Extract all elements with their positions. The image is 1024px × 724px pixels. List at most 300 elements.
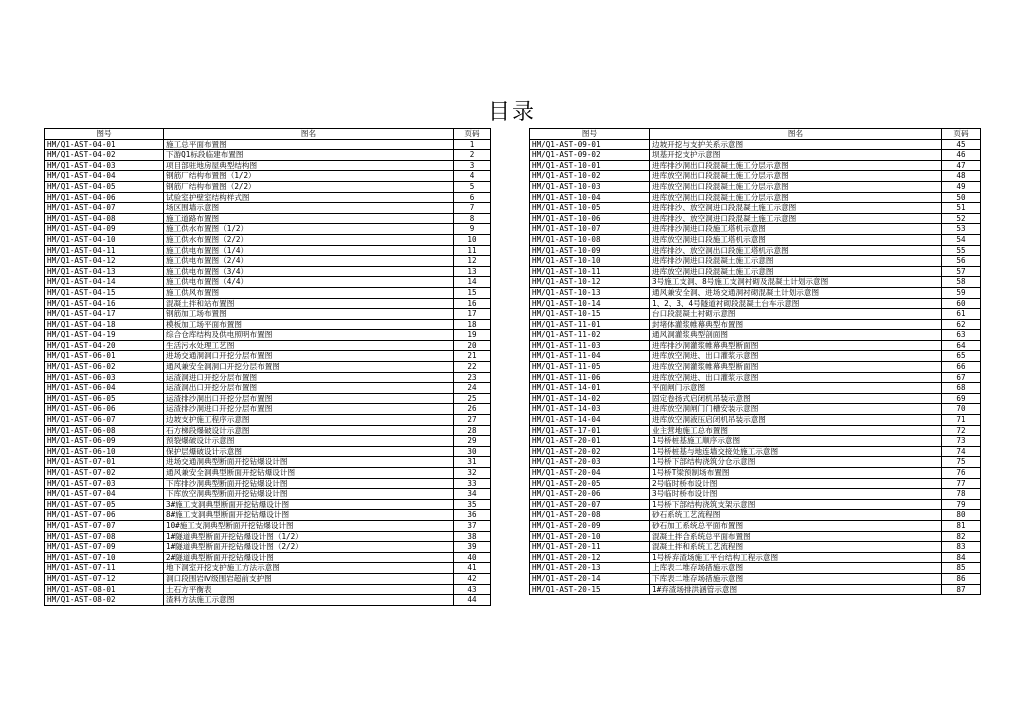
drawing-name-cell: 模板加工场平面布置图 <box>164 319 454 330</box>
page-number-cell: 5 <box>454 181 491 192</box>
drawing-number-cell: HM/Q1-AST-11-06 <box>530 372 650 383</box>
drawing-name-cell: 业主营地施工总布置图 <box>650 425 942 436</box>
drawing-name-cell: 施工供风布置图 <box>164 287 454 298</box>
page-number-cell: 23 <box>454 372 491 383</box>
drawing-name-cell: 1号桥下部结构浇筑分仓示意图 <box>650 457 942 468</box>
page-number-cell: 2 <box>454 150 491 161</box>
drawing-number-cell: HM/Q1-AST-20-14 <box>530 573 650 584</box>
page-number-cell: 44 <box>454 595 491 606</box>
drawing-number-cell: HM/Q1-AST-04-01 <box>45 139 164 150</box>
drawing-number-cell: HM/Q1-AST-20-04 <box>530 468 650 479</box>
drawing-name-cell: 进库放空洞进、出口灌浆示意图 <box>650 351 942 362</box>
index-table-left <box>44 128 491 606</box>
drawing-name-cell: 施工供水布置图（1/2） <box>164 224 454 235</box>
page-number-cell: 78 <box>942 489 981 500</box>
drawing-name-cell: 1号桥T梁预制场布置图 <box>650 468 942 479</box>
page-number-cell: 24 <box>454 383 491 394</box>
table-row <box>530 573 981 584</box>
drawing-number-cell: HM/Q1-AST-10-03 <box>530 181 650 192</box>
drawing-name-cell: 1#隧道典型断面开挖钻爆设计图（1/2） <box>164 531 454 542</box>
drawing-name-cell: 施工道路布置图 <box>164 213 454 224</box>
page-number-cell: 6 <box>454 192 491 203</box>
page-number-cell: 71 <box>942 415 981 426</box>
drawing-name-cell: 进库放空洞出口段混凝土施工分层示意图 <box>650 171 942 182</box>
table-row <box>45 181 491 192</box>
drawing-name-cell: 进库排沙、放空洞进口段混凝土施工示意图 <box>650 213 942 224</box>
page-number-cell: 73 <box>942 436 981 447</box>
table-row <box>530 383 981 394</box>
drawing-number-cell: HM/Q1-AST-10-04 <box>530 192 650 203</box>
table-row <box>45 319 491 330</box>
table-row <box>530 457 981 468</box>
page-number-cell: 57 <box>942 266 981 277</box>
drawing-number-cell: HM/Q1-AST-14-04 <box>530 415 650 426</box>
drawing-name-cell: 进库放空洞进、出口灌浆示意图 <box>650 372 942 383</box>
page-number-cell: 16 <box>454 298 491 309</box>
page-number-cell: 51 <box>942 203 981 214</box>
drawing-name-cell: 通风兼安全洞洞口开挖分层布置图 <box>164 362 454 373</box>
page-number-cell: 58 <box>942 277 981 288</box>
drawing-name-cell: 下库放空洞典型断面开挖钻爆设计图 <box>164 489 454 500</box>
page-number-cell: 12 <box>454 256 491 267</box>
table-row <box>530 531 981 542</box>
header-page-number: 页码 <box>454 129 491 140</box>
table-row <box>530 277 981 288</box>
table-row <box>530 309 981 320</box>
table-row <box>45 372 491 383</box>
drawing-name-cell: 进场交通洞洞口开挖分层布置图 <box>164 351 454 362</box>
table-row <box>530 499 981 510</box>
table-row <box>45 351 491 362</box>
drawing-name-cell: 土石方平衡表 <box>164 584 454 595</box>
page-number-cell: 85 <box>942 563 981 574</box>
table-row <box>45 520 491 531</box>
page-number-cell: 70 <box>942 404 981 415</box>
table-row <box>530 224 981 235</box>
drawing-name-cell: 台口段混凝土衬砌示意图 <box>650 309 942 320</box>
table-row <box>530 468 981 479</box>
table-row <box>530 171 981 182</box>
drawing-number-cell: HM/Q1-AST-10-08 <box>530 234 650 245</box>
table-row <box>530 478 981 489</box>
table-row <box>530 340 981 351</box>
page-number-cell: 7 <box>454 203 491 214</box>
drawing-number-cell: HM/Q1-AST-06-06 <box>45 404 164 415</box>
drawing-name-cell: 1#隧道典型断面开挖钻爆设计图（2/2） <box>164 542 454 553</box>
table-row <box>530 542 981 553</box>
drawing-name-cell: 运渣洞进口开挖分层布置图 <box>164 372 454 383</box>
drawing-name-cell: 1号桥下部结构浇筑支架示意图 <box>650 499 942 510</box>
table-row <box>530 372 981 383</box>
drawing-number-cell: HM/Q1-AST-04-02 <box>45 150 164 161</box>
drawing-number-cell: HM/Q1-AST-20-06 <box>530 489 650 500</box>
drawing-number-cell: HM/Q1-AST-08-01 <box>45 584 164 595</box>
page-number-cell: 52 <box>942 213 981 224</box>
drawing-number-cell: HM/Q1-AST-06-02 <box>45 362 164 373</box>
page-number-cell: 21 <box>454 351 491 362</box>
table-row <box>45 256 491 267</box>
table-row <box>45 234 491 245</box>
drawing-number-cell: HM/Q1-AST-07-07 <box>45 520 164 531</box>
header-drawing-name: 图名 <box>164 129 454 140</box>
table-row <box>530 351 981 362</box>
table-row <box>45 192 491 203</box>
page-number-cell: 31 <box>454 457 491 468</box>
page-number-cell: 32 <box>454 468 491 479</box>
drawing-name-cell: 3#施工支洞典型断面开挖钻爆设计图 <box>164 499 454 510</box>
drawing-number-cell: HM/Q1-AST-07-09 <box>45 542 164 553</box>
drawing-name-cell: 施工总平面布置图 <box>164 139 454 150</box>
page-number-cell: 64 <box>942 340 981 351</box>
page-number-cell: 61 <box>942 309 981 320</box>
page-number-cell: 9 <box>454 224 491 235</box>
table-header-row <box>530 129 981 140</box>
table-row <box>530 298 981 309</box>
drawing-name-cell: 平面闸门示意图 <box>650 383 942 394</box>
page-number-cell: 43 <box>454 584 491 595</box>
drawing-number-cell: HM/Q1-AST-06-08 <box>45 425 164 436</box>
drawing-name-cell: 进库放空洞灌浆帷幕典型断面图 <box>650 362 942 373</box>
table-row <box>45 309 491 320</box>
drawing-number-cell: HM/Q1-AST-20-10 <box>530 531 650 542</box>
drawing-name-cell: 砂石系统工艺流程图 <box>650 510 942 521</box>
table-row <box>45 489 491 500</box>
page-number-cell: 60 <box>942 298 981 309</box>
page-number-cell: 15 <box>454 287 491 298</box>
header-page-number: 页码 <box>942 129 981 140</box>
drawing-name-cell: 下库排沙洞典型断面开挖钻爆设计图 <box>164 478 454 489</box>
table-row <box>45 404 491 415</box>
table-row <box>45 383 491 394</box>
drawing-number-cell: HM/Q1-AST-04-18 <box>45 319 164 330</box>
drawing-number-cell: HM/Q1-AST-10-15 <box>530 309 650 320</box>
drawing-name-cell: 洞口段围岩Ⅳ级围岩超前支护图 <box>164 573 454 584</box>
drawing-name-cell: 施工供电布置图（3/4） <box>164 266 454 277</box>
page-number-cell: 48 <box>942 171 981 182</box>
drawing-number-cell: HM/Q1-AST-11-04 <box>530 351 650 362</box>
drawing-number-cell: HM/Q1-AST-20-13 <box>530 563 650 574</box>
page-number-cell: 42 <box>454 573 491 584</box>
drawing-name-cell: 项目部驻地房屋典型结构图 <box>164 160 454 171</box>
page-number-cell: 46 <box>942 150 981 161</box>
table-row <box>530 319 981 330</box>
drawing-name-cell: 进库放空洞出口段混凝土施工分层示意图 <box>650 192 942 203</box>
drawing-number-cell: HM/Q1-AST-20-09 <box>530 520 650 531</box>
index-table-right <box>529 128 981 595</box>
page-number-cell: 69 <box>942 393 981 404</box>
page-number-cell: 38 <box>454 531 491 542</box>
drawing-name-cell: 10#施工支洞典型断面开挖钻爆设计图 <box>164 520 454 531</box>
drawing-name-cell: 进库排沙洞进口段施工塔机示意图 <box>650 224 942 235</box>
table-row <box>530 563 981 574</box>
drawing-number-cell: HM/Q1-AST-04-06 <box>45 192 164 203</box>
table-row <box>45 573 491 584</box>
drawing-number-cell: HM/Q1-AST-04-12 <box>45 256 164 267</box>
drawing-name-cell: 下库表二堆存场措施示意图 <box>650 573 942 584</box>
table-row <box>530 584 981 595</box>
drawing-number-cell: HM/Q1-AST-10-09 <box>530 245 650 256</box>
drawing-number-cell: HM/Q1-AST-10-10 <box>530 256 650 267</box>
page-number-cell: 1 <box>454 139 491 150</box>
drawing-name-cell: 1#弃渣场排洪涵管示意图 <box>650 584 942 595</box>
drawing-name-cell: 预裂爆破设计示意图 <box>164 436 454 447</box>
page-number-cell: 74 <box>942 446 981 457</box>
page-number-cell: 75 <box>942 457 981 468</box>
drawing-number-cell: HM/Q1-AST-07-10 <box>45 552 164 563</box>
page-number-cell: 30 <box>454 446 491 457</box>
table-row <box>530 404 981 415</box>
drawing-number-cell: HM/Q1-AST-14-02 <box>530 393 650 404</box>
drawing-name-cell: 施工供电布置图（1/4） <box>164 245 454 256</box>
drawing-name-cell: 进库放空洞进口段施工塔机示意图 <box>650 234 942 245</box>
page-number-cell: 39 <box>454 542 491 553</box>
page-number-cell: 84 <box>942 552 981 563</box>
drawing-number-cell: HM/Q1-AST-07-01 <box>45 457 164 468</box>
drawing-number-cell: HM/Q1-AST-04-08 <box>45 213 164 224</box>
drawing-number-cell: HM/Q1-AST-04-16 <box>45 298 164 309</box>
table-row <box>45 468 491 479</box>
page-number-cell: 47 <box>942 160 981 171</box>
table-row <box>45 425 491 436</box>
drawing-name-cell: 钢筋厂结构布置图（1/2） <box>164 171 454 182</box>
drawing-number-cell: HM/Q1-AST-20-15 <box>530 584 650 595</box>
table-row <box>45 277 491 288</box>
drawing-name-cell: 混凝土拌和系统工艺流程图 <box>650 542 942 553</box>
table-row <box>530 234 981 245</box>
drawing-number-cell: HM/Q1-AST-14-03 <box>530 404 650 415</box>
table-row <box>45 150 491 161</box>
page-number-cell: 54 <box>942 234 981 245</box>
table-row <box>45 478 491 489</box>
drawing-name-cell: 施工供电布置图（4/4） <box>164 277 454 288</box>
drawing-number-cell: HM/Q1-AST-20-03 <box>530 457 650 468</box>
table-row <box>45 213 491 224</box>
drawing-name-cell: 钢筋加工场布置图 <box>164 309 454 320</box>
drawing-name-cell: 通风兼安全洞、进场交通洞衬砌混凝土计划示意图 <box>650 287 942 298</box>
table-row <box>530 287 981 298</box>
table-row <box>45 531 491 542</box>
page-number-cell: 40 <box>454 552 491 563</box>
drawing-number-cell: HM/Q1-AST-06-01 <box>45 351 164 362</box>
page-number-cell: 68 <box>942 383 981 394</box>
drawing-number-cell: HM/Q1-AST-14-01 <box>530 383 650 394</box>
drawing-number-cell: HM/Q1-AST-04-05 <box>45 181 164 192</box>
page-number-cell: 65 <box>942 351 981 362</box>
page-number-cell: 45 <box>942 139 981 150</box>
drawing-name-cell: 运渣洞出口开挖分层布置图 <box>164 383 454 394</box>
drawing-number-cell: HM/Q1-AST-17-01 <box>530 425 650 436</box>
table-row <box>45 171 491 182</box>
drawing-name-cell: 进库放空洞闸门门槽安装示意图 <box>650 404 942 415</box>
table-header-row <box>45 129 491 140</box>
table-row <box>530 266 981 277</box>
drawing-number-cell: HM/Q1-AST-04-09 <box>45 224 164 235</box>
page-number-cell: 20 <box>454 340 491 351</box>
drawing-name-cell: 进库放空洞液压启闭机吊装示意图 <box>650 415 942 426</box>
page-number-cell: 55 <box>942 245 981 256</box>
page-number-cell: 22 <box>454 362 491 373</box>
table-row <box>45 457 491 468</box>
drawing-number-cell: HM/Q1-AST-04-20 <box>45 340 164 351</box>
drawing-number-cell: HM/Q1-AST-07-12 <box>45 573 164 584</box>
page-number-cell: 41 <box>454 563 491 574</box>
drawing-name-cell: 通风兼安全洞典型断面开挖钻爆设计图 <box>164 468 454 479</box>
drawing-name-cell: 场区围墙示意图 <box>164 203 454 214</box>
drawing-name-cell: 进库排沙洞出口段混凝土施工分层示意图 <box>650 160 942 171</box>
drawing-number-cell: HM/Q1-AST-10-05 <box>530 203 650 214</box>
drawing-number-cell: HM/Q1-AST-07-06 <box>45 510 164 521</box>
table-row <box>45 415 491 426</box>
table-row <box>45 436 491 447</box>
table-row <box>530 203 981 214</box>
page-number-cell: 37 <box>454 520 491 531</box>
page-number-cell: 72 <box>942 425 981 436</box>
page-number-cell: 28 <box>454 425 491 436</box>
table-row <box>45 584 491 595</box>
table-row <box>45 160 491 171</box>
table-row <box>530 213 981 224</box>
page-number-cell: 18 <box>454 319 491 330</box>
drawing-number-cell: HM/Q1-AST-06-04 <box>45 383 164 394</box>
drawing-number-cell: HM/Q1-AST-11-05 <box>530 362 650 373</box>
drawing-number-cell: HM/Q1-AST-20-08 <box>530 510 650 521</box>
page-number-cell: 11 <box>454 245 491 256</box>
table-row <box>530 393 981 404</box>
drawing-number-cell: HM/Q1-AST-06-10 <box>45 446 164 457</box>
drawing-number-cell: HM/Q1-AST-06-03 <box>45 372 164 383</box>
drawing-number-cell: HM/Q1-AST-11-03 <box>530 340 650 351</box>
drawing-name-cell: 进库放空洞出口段混凝土施工分层示意图 <box>650 181 942 192</box>
drawing-name-cell: 1号桥桩基与地连墙交接处施工示意图 <box>650 446 942 457</box>
drawing-name-cell: 3号临时桥布设计图 <box>650 489 942 500</box>
drawing-name-cell: 2号临时桥布设计图 <box>650 478 942 489</box>
document-title: 目录 <box>487 100 536 125</box>
drawing-number-cell: HM/Q1-AST-10-11 <box>530 266 650 277</box>
drawing-name-cell: 试验室护壁室结构样式图 <box>164 192 454 203</box>
drawing-name-cell: 上库表二堆存场措施示意图 <box>650 563 942 574</box>
drawing-name-cell: 坝基开挖支护示意图 <box>650 150 942 161</box>
table-row <box>530 520 981 531</box>
page-number-cell: 35 <box>454 499 491 510</box>
drawing-name-cell: 2#隧道典型断面开挖钻爆设计图 <box>164 552 454 563</box>
drawing-name-cell: 运渣排沙洞进口开挖分层布置图 <box>164 404 454 415</box>
page-number-cell: 66 <box>942 362 981 373</box>
drawing-name-cell: 边坡支护施工程序示意图 <box>164 415 454 426</box>
table-row <box>530 362 981 373</box>
page-number-cell: 62 <box>942 319 981 330</box>
page-number-cell: 82 <box>942 531 981 542</box>
table-row <box>45 563 491 574</box>
table-row <box>530 245 981 256</box>
drawing-name-cell: 下游Q1标段临建布置图 <box>164 150 454 161</box>
table-row <box>530 425 981 436</box>
page-number-cell: 17 <box>454 309 491 320</box>
page-number-cell: 80 <box>942 510 981 521</box>
drawing-name-cell: 进库放空洞进口段混凝土施工示意图 <box>650 266 942 277</box>
page-number-cell: 3 <box>454 160 491 171</box>
drawing-number-cell: HM/Q1-AST-10-13 <box>530 287 650 298</box>
drawing-name-cell: 混凝土拌和站布置图 <box>164 298 454 309</box>
table-row <box>45 298 491 309</box>
drawing-name-cell: 通风洞灌浆典型剖面图 <box>650 330 942 341</box>
table-row <box>45 330 491 341</box>
table-row <box>45 224 491 235</box>
drawing-name-cell: 固定卷扬式启闭机吊装示意图 <box>650 393 942 404</box>
drawing-name-cell: 边坡开挖与支护关系示意图 <box>650 139 942 150</box>
drawing-name-cell: 1号桥桩基施工顺序示意图 <box>650 436 942 447</box>
drawing-number-cell: HM/Q1-AST-06-05 <box>45 393 164 404</box>
drawing-name-cell: 封堵体灌浆帷幕典型布置图 <box>650 319 942 330</box>
table-row <box>45 595 491 606</box>
page-number-cell: 76 <box>942 468 981 479</box>
drawing-name-cell: 进库排沙洞灌浆帷幕典型断面图 <box>650 340 942 351</box>
drawing-name-cell: 运渣排沙洞出口开挖分层布置图 <box>164 393 454 404</box>
table-row <box>530 552 981 563</box>
drawing-number-cell: HM/Q1-AST-10-01 <box>530 160 650 171</box>
table-row <box>45 393 491 404</box>
drawing-number-cell: HM/Q1-AST-04-10 <box>45 234 164 245</box>
page-number-cell: 77 <box>942 478 981 489</box>
drawing-number-cell: HM/Q1-AST-04-04 <box>45 171 164 182</box>
page-number-cell: 59 <box>942 287 981 298</box>
page-number-cell: 34 <box>454 489 491 500</box>
table-row <box>530 256 981 267</box>
page-number-cell: 49 <box>942 181 981 192</box>
page-number-cell: 63 <box>942 330 981 341</box>
page-number-cell: 26 <box>454 404 491 415</box>
drawing-number-cell: HM/Q1-AST-20-01 <box>530 436 650 447</box>
page-number-cell: 36 <box>454 510 491 521</box>
drawing-number-cell: HM/Q1-AST-04-17 <box>45 309 164 320</box>
drawing-number-cell: HM/Q1-AST-04-15 <box>45 287 164 298</box>
table-row <box>45 542 491 553</box>
page-number-cell: 81 <box>942 520 981 531</box>
page-number-cell: 14 <box>454 277 491 288</box>
drawing-number-cell: HM/Q1-AST-04-07 <box>45 203 164 214</box>
drawing-name-cell: 3号施工支洞、8号施工支洞衬砌及混凝土计划示意图 <box>650 277 942 288</box>
drawing-number-cell: HM/Q1-AST-20-05 <box>530 478 650 489</box>
table-row <box>45 340 491 351</box>
drawing-number-cell: HM/Q1-AST-11-02 <box>530 330 650 341</box>
drawing-number-cell: HM/Q1-AST-04-19 <box>45 330 164 341</box>
drawing-number-cell: HM/Q1-AST-04-14 <box>45 277 164 288</box>
drawing-number-cell: HM/Q1-AST-09-01 <box>530 139 650 150</box>
drawing-number-cell: HM/Q1-AST-10-07 <box>530 224 650 235</box>
page-number-cell: 33 <box>454 478 491 489</box>
drawing-number-cell: HM/Q1-AST-20-11 <box>530 542 650 553</box>
drawing-number-cell: HM/Q1-AST-07-05 <box>45 499 164 510</box>
drawing-number-cell: HM/Q1-AST-20-12 <box>530 552 650 563</box>
drawing-name-cell: 石方梯段爆破设计示意图 <box>164 425 454 436</box>
page-number-cell: 29 <box>454 436 491 447</box>
table-row <box>45 245 491 256</box>
drawing-number-cell: HM/Q1-AST-07-04 <box>45 489 164 500</box>
page-number-cell: 27 <box>454 415 491 426</box>
table-row <box>530 139 981 150</box>
page-number-cell: 79 <box>942 499 981 510</box>
drawing-number-cell: HM/Q1-AST-07-11 <box>45 563 164 574</box>
table-row <box>530 160 981 171</box>
table-row <box>45 446 491 457</box>
drawing-number-cell: HM/Q1-AST-06-07 <box>45 415 164 426</box>
table-row <box>45 552 491 563</box>
drawing-name-cell: 渣料方法施工示意图 <box>164 595 454 606</box>
header-drawing-name: 图名 <box>650 129 942 140</box>
page-number-cell: 8 <box>454 213 491 224</box>
drawing-name-cell: 保护层爆破设计示意图 <box>164 446 454 457</box>
drawing-number-cell: HM/Q1-AST-08-02 <box>45 595 164 606</box>
page-number-cell: 4 <box>454 171 491 182</box>
